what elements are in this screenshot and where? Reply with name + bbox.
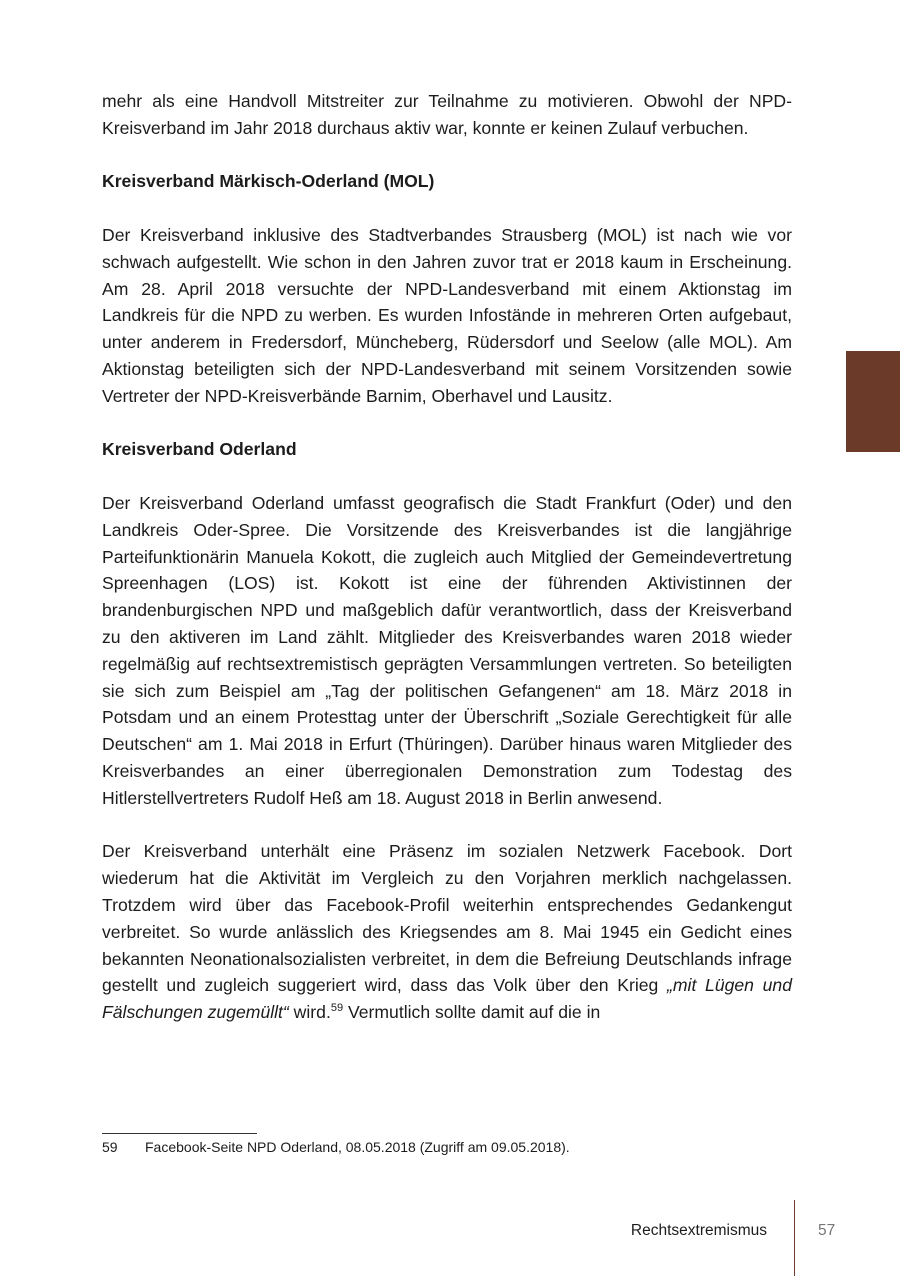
running-footer-title: Rechtsextremismus (630, 1222, 767, 1239)
page-content (102, 88, 792, 1026)
paragraph-3: Der Kreisverband Oderland umfasst geografisch die Stadt Frankfurt (Oder) und den Landkreis Oder-Spree. Die Vorsitzende des Kreisverbandes ist die langjährige Parteifunktionärin Manuela Kokott, die zugleich auch Mitglied der Gemeindevertretung Spreenhagen (LOS) ist. Kokott ist eine der führenden Aktivistinnen der brandenburgischen NPD und maßgeblich dafür verantwortlich, dass der Kreisverband zu den aktiveren im Land zählt. Mitglieder des Kreisverbandes waren 2018 wieder regelmäßig auf rechtsextremistisch geprägten Versammlungen vertreten. So beteiligten sie sich zum Beispiel am „Tag der politischen Gefangenen“ am 18. März 2018 in Potsdam und an einem Protesttag unter der Überschrift „Soziale Gerechtigkeit für alle Deutschen“ am 1. Mai 2018 in Erfurt (Thüringen). Darüber hinaus waren Mitglieder des Kreisverbandes an einer überregionalen Demonstration zum Todestag des Hitlerstellvertreters Rudolf Heß am 18. August 2018 in Berlin anwesend. (102, 492, 792, 808)
footnote-reference[interactable]: 59 (330, 1002, 344, 1015)
paragraph-4 (102, 838, 792, 1026)
paragraph-1: mehr als eine Handvoll Mitstreiter zur Teilnahme zu motivieren. Obwohl der NPD-Kreisverband im Jahr 2018 durchaus aktiv war, konnte er keinen Zulauf verbuchen. (102, 91, 792, 138)
footnote (102, 1137, 792, 1157)
page-number: 57 (818, 1222, 836, 1239)
paragraph-4-quote: „mit Lügen und Fälschungen zugemüllt“ (102, 975, 792, 1023)
chapter-tab-marker (846, 351, 900, 452)
footnote-number: 59 (102, 1139, 118, 1155)
paragraph-4-mid: wird. (288, 1002, 331, 1023)
footnote-divider (102, 1133, 257, 1134)
heading-kreisverband-mol: Kreisverband Märkisch-Oderland (MOL) (102, 171, 435, 192)
paragraph-4-end: Vermutlich sollte damit auf die in (343, 1002, 601, 1023)
footer-divider (794, 1200, 795, 1276)
paragraph-2: Der Kreisverband inklusive des Stadtverbandes Strausberg (MOL) ist nach wie vor schwach aufgestellt. Wie schon in den Jahren zuvor trat er 2018 kaum in Erscheinung. Am 28. April 2018 versuchte der NPD-Landesverband mit einem Aktionstag im Landkreis für die NPD zu werben. Es wurden Infostände in mehreren Orten aufgebaut, unter anderem in Fredersdorf, Müncheberg, Rüdersdorf und Seelow (alle MOL). Am Aktionstag beteiligten sich der NPD-Landesverband mit seinem Vorsitzenden sowie Vertreter der NPD-Kreisverbände Barnim, Oberhavel und Lausitz. (102, 224, 792, 406)
paragraph-4-start: Der Kreisverband unterhält eine Präsenz im sozialen Netzwerk Facebook. Dort wiederum hat die Aktivität im Vergleich zu den Vorjahren merklich nachgelassen. Trotzdem wird über das Facebook-Profil weiterhin entsprechendes Gedankengut verbreitet. So wurde anlässlich des Kriegsendes am 8. Mai 1945 ein Gedicht eines bekannten Neonationalsozialisten verbreitet, in dem die Befreiung Deutschlands infrage gestellt und zugleich suggeriert wird, dass das Volk über den Krieg (102, 841, 792, 996)
footnote-text: Facebook-Seite NPD Oderland, 08.05.2018 (Zugriff am 09.05.2018). (145, 1139, 570, 1155)
heading-kreisverband-oderland: Kreisverband Oderland (102, 439, 297, 460)
